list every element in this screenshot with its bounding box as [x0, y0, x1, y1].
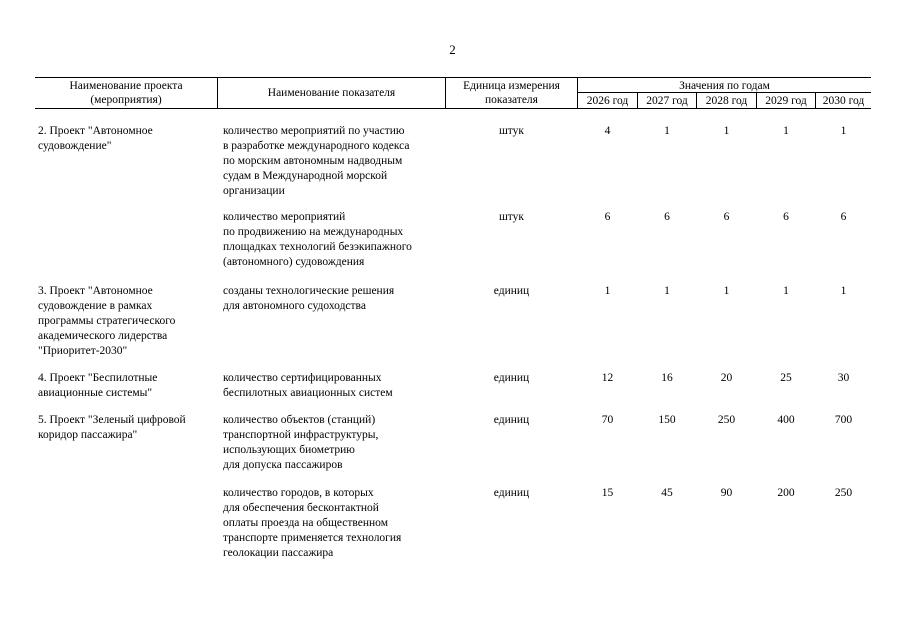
unit: штук [498, 125, 525, 137]
project-name: 3. Проект "Автономное судовождение в рамках программы стратегического академического лидерства "Приоритет-2030" [38, 285, 176, 357]
header-bottom-rule [35, 108, 871, 109]
value-2026: 70 [601, 414, 614, 426]
indicator-name: количество сертифицированных беспилотных авиационных систем [223, 372, 393, 399]
value-2030: 30 [837, 372, 850, 384]
value-2030: 1 [840, 125, 847, 137]
header-year-2026: 2026 год [586, 95, 629, 107]
value-2028: 20 [720, 372, 733, 384]
value-2026: 1 [604, 285, 611, 297]
value-2027: 6 [664, 211, 670, 223]
header-indicator: Наименование показателя [267, 87, 396, 99]
unit: единиц [493, 414, 530, 426]
value-2027: 1 [664, 285, 670, 297]
header-year-2030: 2030 год [822, 95, 865, 107]
value-2029: 1 [783, 285, 789, 297]
value-2027: 45 [661, 487, 673, 499]
unit: единиц [493, 487, 530, 499]
value-2026: 12 [601, 372, 614, 384]
value-2029: 25 [780, 372, 792, 384]
value-2029: 6 [783, 211, 789, 223]
header-unit: Единица измерения показателя [463, 80, 560, 106]
project-name: 4. Проект "Беспилотные авиационные системы" [38, 372, 158, 399]
value-2027: 150 [658, 414, 676, 426]
value-2030: 700 [834, 414, 853, 426]
value-2030: 1 [840, 285, 847, 297]
indicator-name: количество объектов (станций) транспортной инфраструктуры, использующих биометрию для допуска пассажиров [223, 414, 379, 471]
header-project: Наименование проекта (мероприятия) [69, 80, 183, 106]
unit: штук [498, 211, 525, 223]
indicator-name: количество мероприятий по продвижению на международных площадках технологий безэкипажного (автономного) судовождения [223, 211, 412, 268]
value-2030: 250 [834, 487, 853, 499]
value-2028: 1 [723, 125, 730, 137]
value-2029: 1 [783, 125, 789, 137]
value-2028: 250 [717, 414, 736, 426]
value-2030: 6 [840, 211, 847, 223]
unit: единиц [493, 285, 530, 297]
value-2029: 200 [777, 487, 795, 499]
value-2026: 6 [604, 211, 611, 223]
indicator-name: количество мероприятий по участию в разработке международного кодекса по морским автономным надводным судам в Международной морской организации [223, 125, 410, 197]
header-year-2029: 2029 год [765, 95, 807, 107]
indicator-name: количество городов, в которых для обеспечения бесконтактной оплаты проезда на общественном транспорте применяется технология геолокации пассажира [223, 487, 402, 559]
value-2028: 6 [723, 211, 730, 223]
value-2028: 90 [720, 487, 733, 499]
project-name: 2. Проект "Автономное судовождение" [38, 125, 153, 152]
indicator-name: созданы технологические решения для автономного судоходства [223, 285, 395, 312]
value-2026: 4 [604, 125, 611, 137]
header-top-rule [35, 77, 871, 78]
header-year-2027: 2027 год [646, 95, 688, 107]
value-2028: 1 [723, 285, 730, 297]
value-2026: 15 [601, 487, 614, 499]
header-values-by-year: Значения по годам [679, 80, 770, 92]
header-year-2028: 2028 год [705, 95, 748, 107]
unit: единиц [493, 372, 530, 384]
page-number: 2 [449, 42, 456, 57]
value-2029: 400 [777, 414, 795, 426]
value-2027: 1 [664, 125, 670, 137]
project-name: 5. Проект "Зеленый цифровой коридор пассажира" [38, 414, 186, 441]
value-2027: 16 [661, 372, 673, 384]
